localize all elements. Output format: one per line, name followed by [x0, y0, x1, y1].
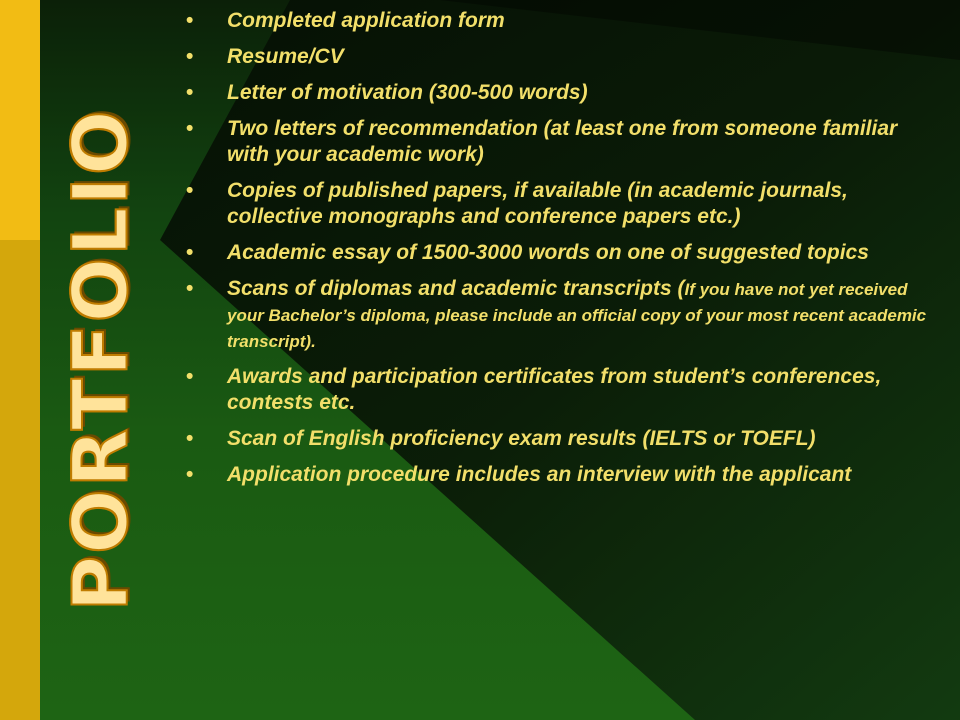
list-item — [186, 462, 936, 488]
list-item — [186, 8, 936, 34]
bullet-dot-icon: • — [186, 463, 194, 486]
list-item-text: Academic essay of 1500-3000 words on one of suggested topics — [227, 241, 869, 264]
bullet-dot-icon: • — [186, 427, 194, 450]
list-item-text: Two letters of recommendation (at least one from someone familiar with your academic work) — [227, 117, 898, 166]
list-item — [186, 364, 936, 416]
list-item — [186, 44, 936, 70]
list-item — [186, 240, 936, 266]
list-item — [186, 178, 936, 230]
gold-side-bar-highlight — [0, 0, 40, 240]
list-item-text: Letter of motivation (300-500 words) — [227, 81, 588, 104]
bullet-dot-icon: • — [186, 277, 194, 300]
bullet-dot-icon: • — [186, 117, 194, 140]
list-item-note: If you have not yet received your Bachelor’s diploma, please include an official copy of your most recent academic transcript). — [227, 280, 927, 351]
list-item-text: Completed application form — [227, 9, 505, 32]
list-item — [186, 426, 936, 452]
bullet-dot-icon: • — [186, 365, 194, 388]
list-item — [186, 80, 936, 106]
list-item-text: Application procedure includes an interview with the applicant — [227, 463, 852, 486]
list-item-text: Awards and participation certificates from student’s conferences, contests etc. — [227, 365, 882, 414]
list-item-text: Resume/CV — [227, 45, 344, 68]
bullet-dot-icon: • — [186, 9, 194, 32]
requirements-list — [186, 8, 936, 498]
list-item — [186, 116, 936, 168]
bullet-dot-icon: • — [186, 241, 194, 264]
list-item-text: Copies of published papers, if available (in academic journals, collective monographs and conference papers etc.) — [227, 179, 848, 228]
bullet-dot-icon: • — [186, 45, 194, 68]
list-item — [186, 276, 936, 354]
slide-title: PORTFOLIO — [55, 108, 145, 612]
list-item-text: Scans of diplomas and academic transcripts ( — [227, 277, 685, 300]
bullet-dot-icon: • — [186, 81, 194, 104]
bullet-dot-icon: • — [186, 179, 194, 202]
list-item-text: Scan of English proficiency exam results (IELTS or TOEFL) — [227, 427, 816, 450]
